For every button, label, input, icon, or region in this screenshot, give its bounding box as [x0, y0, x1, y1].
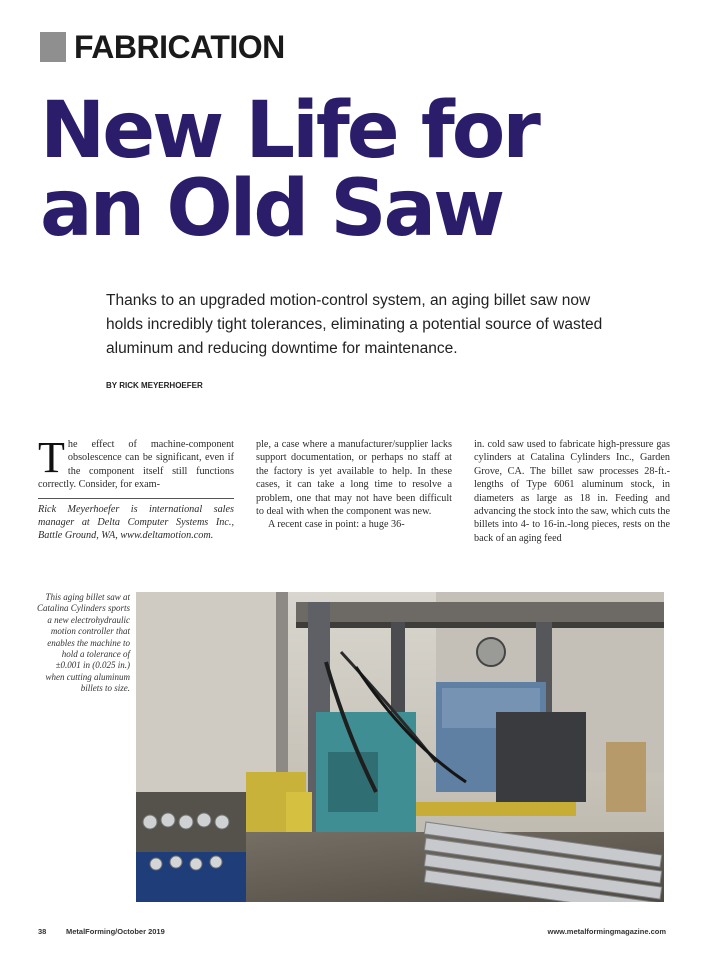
- body-text-col1: he effect of machine-component obsolescence can be significant, even if the component itself still functions correctly. Consider, for exam-: [38, 439, 234, 491]
- section-marker-block: [40, 32, 66, 62]
- author-bio: Rick Meyerhoefer is international sales manager at Delta Computer Systems Inc., Battle Ground, WA, www.deltamotion.com.: [38, 503, 234, 542]
- page-number: 38: [38, 927, 47, 936]
- photo-caption: This aging billet saw at Catalina Cylinders sports a new electrohydraulic motion controller that enables the machine to hold a tolerance of ±0.001 in (0.025 in.) when cutting aluminum billets to size.: [36, 592, 130, 694]
- section-label: FABRICATION: [74, 28, 285, 65]
- headline-line-2: an Old Saw: [40, 164, 503, 254]
- body-text-col3: in. cold saw used to fabricate high-pressure gas cylinders at Catalina Cylinders Inc., Garden Grove, CA. The billet saw processes 28-ft.-lengths of Type 6061 aluminum stock, in diameters as large as 18 in. Feeding and advancing the stock into the saw, which cuts the billets into 4- to 16-in.-long pieces, rests on the back of an aging feed: [474, 439, 670, 544]
- article-headline: [40, 86, 680, 254]
- billet-saw-photo: [136, 592, 664, 902]
- headline-line-1: New Life for: [40, 86, 538, 176]
- body-column-3: [474, 438, 670, 545]
- publication-issue: MetalForming/October 2019: [66, 927, 165, 936]
- section-header: [40, 30, 285, 64]
- body-text-col2-p2: A recent case in point: a huge 36-: [268, 519, 405, 531]
- publication-website: www.metalformingmagazine.com: [547, 927, 666, 936]
- body-column-2: [256, 438, 452, 532]
- byline: BY RICK MEYERHOEFER: [106, 381, 203, 390]
- body-text-col2-p1: ple, a case where a manufacturer/supplier lacks support documentation, or perhaps no staff at the factory is yet available to help. In these cases, it can take a long time to resolve a problem, one that may not have been difficult to deal with when the component was new.: [256, 439, 452, 518]
- body-column-1: [38, 433, 234, 543]
- bio-divider: [38, 498, 234, 499]
- article-deck: Thanks to an upgraded motion-control system, an aging billet saw now holds incredibly tight tolerances, eliminating a potential source of wasted aluminum and reducing downtime for maintenance.: [106, 292, 603, 357]
- drop-cap: T: [38, 433, 65, 482]
